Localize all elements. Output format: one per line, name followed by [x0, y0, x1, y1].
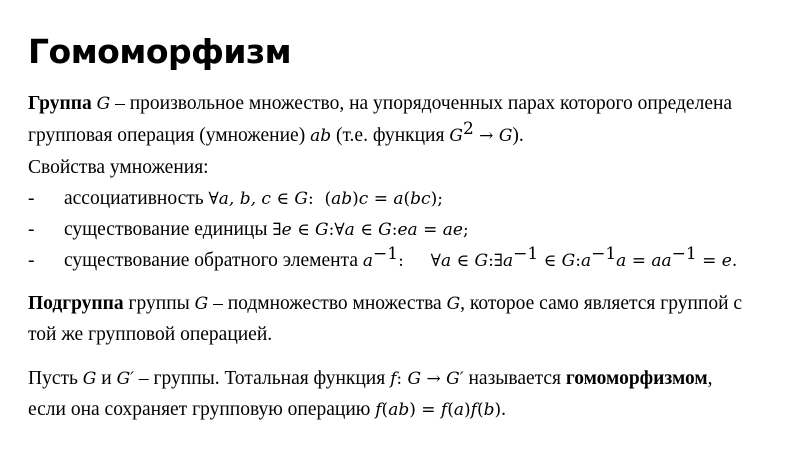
- math-function-signature: $G^2 \to G$: [449, 119, 513, 146]
- property-inverse: - существование обратного элемента $a^{-1}$: ∀a ∈ $G:\exists a^{-1}$ ∈ $G:a^{-1}a = aa^{-1} = e$.: [28, 244, 738, 271]
- property-identity: - существование единицы ∃e ∈ G:∀a ∈ G:ea = ae;: [28, 219, 469, 240]
- math-ab: ab: [310, 126, 332, 146]
- homomorphism-definition-line-2: если она сохраняет групповую операцию f(ab) = f(a)f(b).: [28, 399, 506, 420]
- math-G: G: [96, 94, 111, 114]
- subgroup-term: Подгруппа: [28, 293, 124, 314]
- homomorphism-term: гомоморфизмом: [565, 368, 708, 389]
- group-term: Группа: [28, 93, 92, 114]
- math-associativity: ∀a, b, c ∈ G: (ab)c = a(bc);: [208, 189, 443, 209]
- math-function-f: f: G → G′: [390, 369, 464, 389]
- group-definition-line-1: Группа G – произвольное множество, на упорядоченных парах которого определена: [28, 93, 733, 114]
- property-associativity: - ассоциативность ∀a, b, c ∈ G: (ab)c = a(bc);: [28, 188, 443, 209]
- group-definition-line-2: групповая операция (умножение) ab (т.е. функция $G^2 \to G$).: [28, 119, 524, 146]
- math-homomorphism-property: f(ab) = f(a)f(b): [375, 400, 502, 420]
- slide-title: Гомоморфизм: [28, 32, 292, 71]
- math-identity: ∃e ∈ G:∀a ∈ G:ea = ae;: [272, 220, 469, 240]
- subgroup-definition-line-2: той же групповой операцией.: [28, 324, 273, 345]
- properties-heading: Свойства умножения:: [28, 157, 209, 178]
- subgroup-definition-line-1: Подгруппа группы G – подмножество множества G, которое само является группой с: [28, 293, 743, 314]
- homomorphism-definition-line-1: Пусть G и G′ – группы. Тотальная функция f: G → G′ называется гомоморфизмом,: [28, 368, 713, 389]
- math-inverse: ∀a ∈ $G:\exists a^{-1}$ ∈ $G:a^{-1}a = aa^{-1} = e$.: [430, 244, 738, 271]
- math-a-inverse: $a^{-1}$:: [362, 244, 404, 271]
